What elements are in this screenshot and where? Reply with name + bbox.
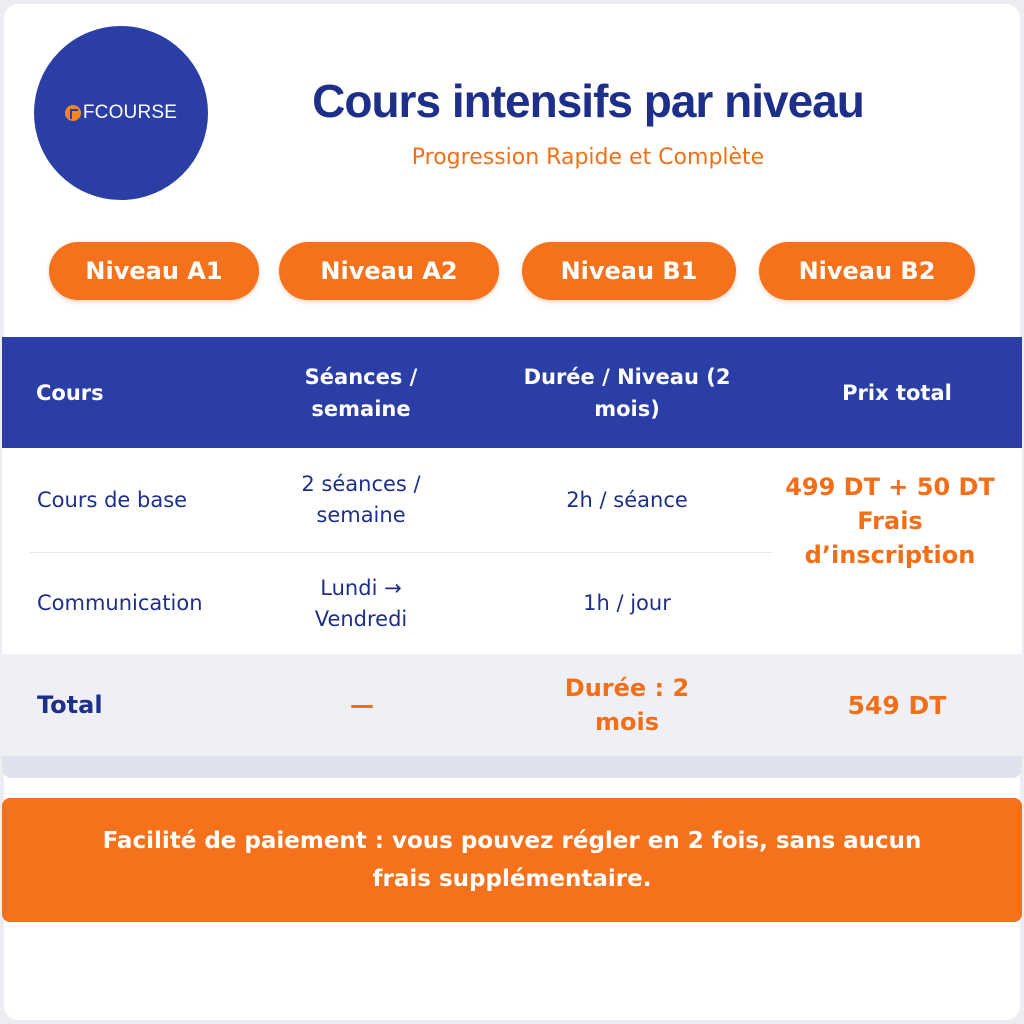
row-seances: Lundi → Vendredi <box>314 575 408 631</box>
logo-inner <box>65 102 177 124</box>
level-a1-button[interactable]: Niveau A1 <box>49 242 259 300</box>
header-duree: Durée / Niveau (2 mois) <box>523 364 731 421</box>
payment-banner-text: Facilité de paiement : vous pouvez régler en 2 fois, sans aucun frais supplémentaire. <box>102 828 922 892</box>
total-label: Total <box>37 690 103 719</box>
price-fees-label: Frais d’inscription <box>804 507 976 569</box>
row-duree: 2h / séance <box>566 487 688 512</box>
header-cours: Cours <box>36 380 104 405</box>
price-amount: 499 DT + 50 DT <box>785 473 995 501</box>
header-prix: Prix total <box>842 380 952 405</box>
row-seances: 2 séances / semaine <box>301 472 421 527</box>
level-a2-button[interactable]: Niveau A2 <box>279 242 499 300</box>
logo-mark-icon <box>65 105 81 121</box>
row-cours: Cours de base <box>37 487 188 512</box>
page-title: Cours intensifs par niveau <box>312 75 864 127</box>
total-duree: Durée : 2 mois <box>564 674 690 736</box>
price-note <box>772 470 1008 572</box>
header-seances: Séances / semaine <box>304 364 418 421</box>
total-prix: 549 DT <box>847 690 947 720</box>
table-header <box>2 337 1022 448</box>
row-duree: 1h / jour <box>583 591 671 615</box>
payment-banner <box>2 798 1022 922</box>
logo-text: FCOURSE <box>82 102 178 123</box>
level-b1-button[interactable]: Niveau B1 <box>522 242 736 300</box>
brand-logo <box>34 26 208 200</box>
page-subtitle: Progression Rapide et Complète <box>411 145 765 170</box>
level-b2-button[interactable]: Niveau B2 <box>759 242 975 300</box>
table-footer-edge <box>2 756 1022 778</box>
total-row <box>2 654 1022 756</box>
total-seances: — <box>350 690 374 719</box>
row-cours: Communication <box>37 591 203 615</box>
